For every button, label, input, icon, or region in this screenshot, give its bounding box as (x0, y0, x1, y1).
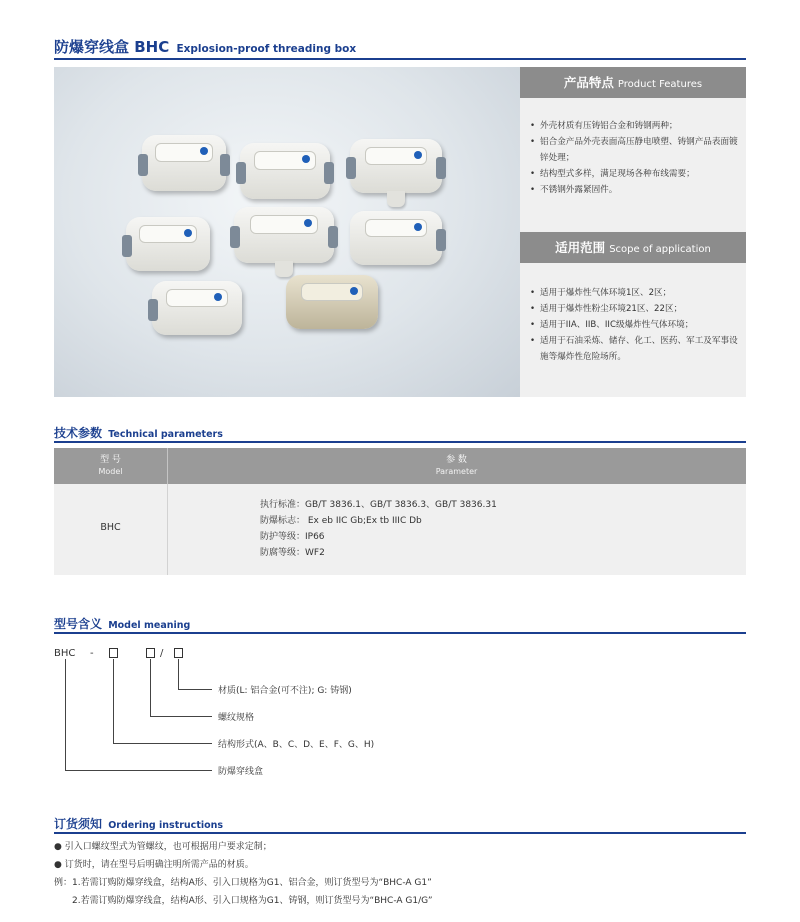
param-ip: 防护等级：IP66 (260, 532, 325, 542)
code-box-thread (146, 648, 155, 658)
technical-title (54, 424, 223, 441)
product-box-elbow (152, 281, 242, 335)
page-title-cn: 防爆穿线盒 BHC (54, 38, 170, 56)
code-prefix: BHC (54, 648, 76, 659)
params-cell (260, 497, 497, 561)
technical-title-en: Technical parameters (108, 429, 223, 440)
code-slash: / (160, 648, 164, 659)
features-title-cn: 产品特点 (563, 75, 614, 90)
product-box-tee (350, 139, 442, 193)
product-box-elbow (126, 217, 210, 271)
features-title-en: Product Features (617, 79, 703, 90)
meaning-title (54, 615, 190, 632)
code-box-material (174, 648, 183, 658)
ordering-title (54, 815, 223, 832)
scope-list (520, 263, 746, 365)
product-photo (54, 67, 520, 397)
technical-title-cn: 技术参数 (54, 426, 103, 440)
ordering-line: ● 引入口螺纹型式为管螺纹，也可根据用户要求定制； (54, 842, 272, 852)
ordering-title-cn: 订货须知 (54, 817, 103, 831)
scope-item: • 适用于IIA、IIB、IIC级爆炸性气体环境； (530, 317, 738, 333)
col-param-header (167, 448, 746, 484)
page-title-en: Explosion-proof threading box (176, 43, 357, 55)
meaning-title-cn: 型号含义 (54, 617, 103, 631)
ordering-rule (54, 832, 746, 834)
product-box-straight (240, 143, 330, 199)
meaning-material: 材质(L: 铝合金(可不注); G: 铸钢) (218, 686, 352, 696)
col-param-en: Parameter (435, 467, 478, 476)
product-box-straight (142, 135, 226, 191)
col-model-en: Model (98, 467, 123, 476)
code-dash: - (90, 648, 94, 659)
col-model-cn: 型 号 (100, 455, 121, 465)
feature-item: • 铝合金产品外壳表面高压静电喷塑、铸钢产品表面镀锌处理； (530, 134, 738, 166)
meaning-rule (54, 632, 746, 634)
param-standard: 执行标准：GB/T 3836.1、GB/T 3836.3、GB/T 3836.31 (260, 500, 497, 510)
product-box-elbow (350, 211, 442, 265)
feature-item: • 外壳材质有压铸铝合金和铸钢两种； (530, 118, 738, 134)
table-header (54, 448, 746, 484)
scope-item: • 适用于爆炸性气体环境1区、2区； (530, 285, 738, 301)
page-title (54, 36, 356, 57)
meaning-product: 防爆穿线盒 (218, 767, 264, 777)
ordering-line: 2.若需订购防爆穿线盒，结构A形、引入口规格为G1、铸钢，则订货型号为“BHC-A G1/G” (54, 896, 433, 906)
ordering-line: 例：1.若需订购防爆穿线盒，结构A形、引入口规格为G1、铝合金，则订货型号为“BHC-A G1” (54, 878, 432, 888)
product-box-tee (234, 207, 334, 263)
table-row (54, 484, 746, 575)
param-wf: 防腐等级：WF2 (260, 548, 325, 558)
features-header (520, 67, 746, 98)
scope-title-cn: 适用范围 (555, 240, 606, 255)
features-panel (520, 67, 746, 397)
col-param-cn: 参 数 (446, 455, 467, 465)
feature-item: • 不锈钢外露紧固件。 (530, 182, 738, 198)
scope-header (520, 232, 746, 263)
ordering-notes (54, 838, 433, 910)
scope-item: • 适用于爆炸性粉尘环境21区、22区； (530, 301, 738, 317)
technical-rule (54, 441, 746, 443)
product-box-cast-steel (286, 275, 378, 329)
model-cell: BHC (100, 522, 121, 533)
title-rule (54, 58, 746, 60)
meaning-thread: 螺纹规格 (218, 713, 255, 723)
meaning-title-en: Model meaning (108, 620, 191, 631)
code-box-structure (109, 648, 118, 658)
col-model-header (54, 448, 167, 484)
scope-title-en: Scope of application (609, 244, 711, 255)
meaning-structure: 结构形式(A、B、C、D、E、F、G、H) (218, 740, 375, 750)
ordering-line: ● 订货时，请在型号后明确注明所需产品的材质。 (54, 860, 254, 870)
scope-item: • 适用于石油采炼、储存、化工、医药、军工及军事设施等爆炸性危险场所。 (530, 333, 738, 365)
ordering-title-en: Ordering instructions (108, 820, 224, 831)
feature-item: • 结构型式多样，满足现场各种布线需要； (530, 166, 738, 182)
param-ex-mark: 防爆标志： Ex eb IIC Gb;Ex tb IIIC Db (260, 516, 422, 526)
features-list (520, 98, 746, 232)
